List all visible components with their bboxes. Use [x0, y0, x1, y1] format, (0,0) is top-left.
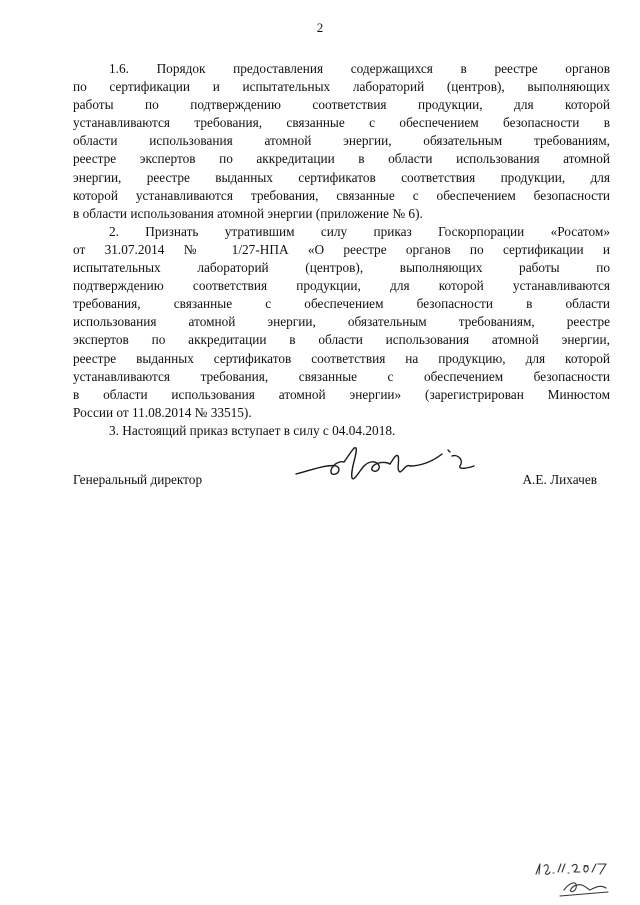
text-line: требования, связанные с обеспечением безопасности в области	[73, 296, 610, 312]
text-line: устанавливаются требования, связанные с обеспечением безопасности	[73, 368, 610, 384]
text-line: в области использования атомной энергии (приложение № 6).	[73, 205, 423, 221]
text-line: 2. Признать утратившим силу приказ Госкорпорации «Росатом»	[109, 223, 610, 239]
text-line: подтверждению соответствия продукции, для которой устанавливаются	[73, 278, 610, 294]
paragraph-1	[73, 60, 610, 223]
text-line: области использования атомной энергии, обязательным требованиям,	[73, 133, 610, 149]
text-line: которой устанавливаются требования, связанные с обеспечением безопасности	[73, 187, 610, 203]
text-line: 3. Настоящий приказ вступает в силу с 04.04.2018.	[109, 422, 396, 438]
text-line: работы по подтверждению соответствия продукции, для которой	[73, 97, 610, 113]
text-line: использования атомной энергии, обязательным требованиям, реестре	[73, 314, 610, 330]
handwritten-date-note	[530, 858, 620, 900]
paragraph-2	[73, 223, 610, 422]
text-line: России от 11.08.2014 № 33515).	[73, 404, 252, 420]
paragraph-3	[73, 422, 610, 440]
document-body	[73, 60, 610, 440]
text-line: устанавливаются требования, связанные с обеспечением безопасности в	[73, 115, 610, 131]
text-line: энергии, реестре выданных сертификатов соответствия продукции, для	[73, 169, 610, 185]
text-line: от 31.07.2014 № 1/27-НПА «О реестре органов по сертификации и	[73, 241, 610, 257]
text-line: по сертификации и испытательных лабораторий (центров), выполняющих	[73, 79, 610, 95]
text-line: реестре выданных сертификатов соответствия на продукцию, для которой	[73, 350, 610, 366]
text-line: реестре экспертов по аккредитации в области использования атомной	[73, 151, 610, 167]
text-line: в области использования атомной энергии» (зарегистрирован Минюстом	[73, 386, 610, 402]
signature-block	[73, 472, 610, 494]
signer-name: А.Е. Лихачев	[522, 472, 597, 487]
page-number: 2	[316, 20, 324, 35]
signer-title: Генеральный директор	[73, 472, 203, 487]
text-line: 1.6. Порядок предоставления содержащихся в реестре органов	[109, 61, 610, 76]
text-line: испытательных лабораторий (центров), выполняющих работы по	[73, 260, 610, 276]
text-line: экспертов по аккредитации в области использования атомной энергии,	[73, 332, 610, 348]
